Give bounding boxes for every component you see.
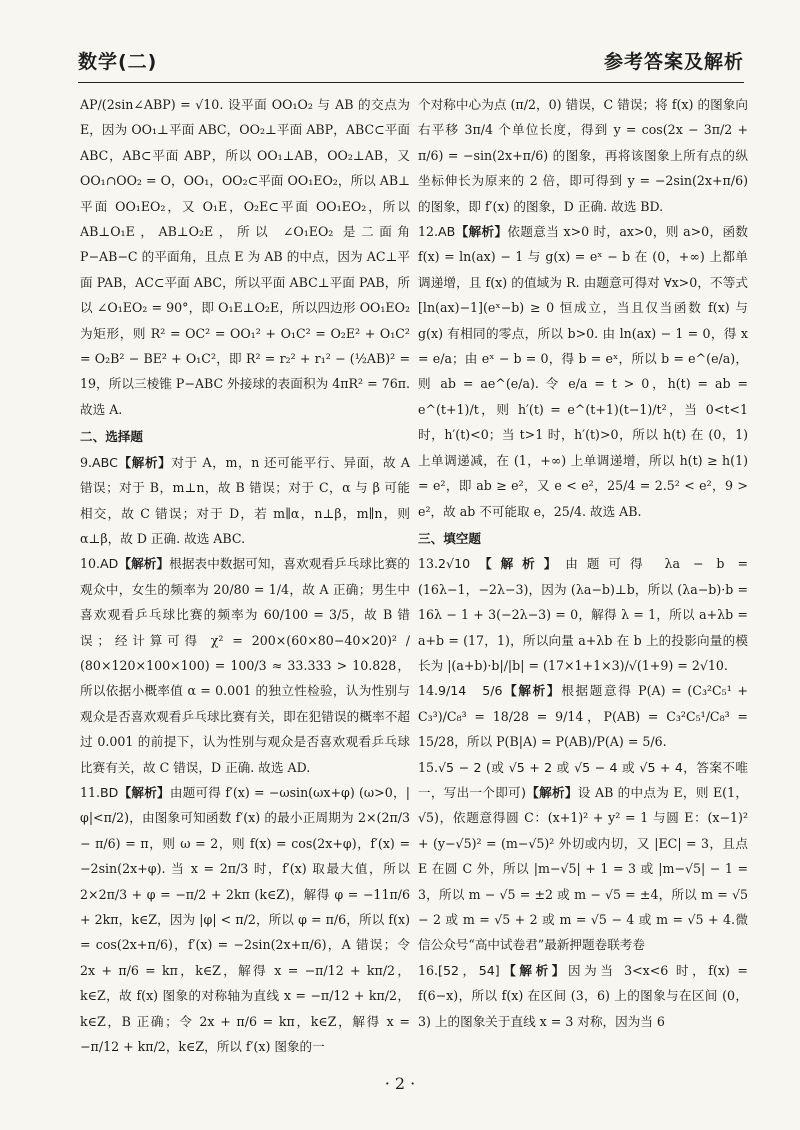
item-explanation: 根据表中数据可知，喜欢观看乒乓球比赛的观众中，女生的频率为 20/80 = 1/4，故 A 正确；男生中喜欢观看乒乓球比赛的频率为 60/100 = 3/5，故 B 错误；经计算可得 χ² = 200×(60×80−40×20)² / (80×120×100×100) = 100/3 ≈ 33.333 > 10.828，所以依据小概率值 α = 0.001 的独立性检验，认为性别与观众是否喜欢观看乒乓球比赛有关，即在犯错误的概率不超过 0.001 的前提下，认为性别与观众是否喜欢观看乒乓球比赛有关，故 C 错误，D 正确. 故选 AD. — [80, 556, 411, 775]
item-number: 9. — [80, 454, 93, 470]
item-number: 11. — [80, 784, 101, 800]
section-title-fill-in: 三、填空题 — [418, 530, 481, 546]
item-number: 12. — [418, 224, 439, 240]
item-explanation: 对于 A，m，n 还可能平行、异面，故 A 错误；对于 B，m⊥n，故 B 错误；对于 C，α 与 β 可能相交，故 C 错误；对于 D，若 m∥α，n⊥β，m∥n，则 α⊥β，故 D 正确. 故选 ABC. — [80, 454, 410, 546]
item-answer: 9/14 5/6 — [438, 683, 503, 699]
solution-item-15 — [418, 755, 748, 958]
solution-8-continuation: AP/(2sin∠ABP) = √10. 设平面 OO₁O₂ 与 AB 的交点为 E，因为 OO₁⊥平面 ABC，OO₂⊥平面 ABP，ABC⊂平面 ABC，AB⊂平面 ABP，所以 OO₁⊥AB，OO₂⊥AB，又 OO₁∩OO₂ = O，OO₁，OO₂⊂平面 OO₁EO₂，所以 AB⊥平面 OO₁EO₂，又 O₁E，O₂E⊂平面 OO₁EO₂，所以 AB⊥O₁E，AB⊥O₂E，所以 ∠O₁EO₂ 是二面角 P−AB−C 的平面角，且点 E 为 AB 的中点，因为 AC⊥平面 PAB，AC⊂平面 ABC，所以平面 ABC⊥平面 PAB，所以 ∠O₁EO₂ = 90°，即 O₁E⊥O₂E，所以四边形 OO₁EO₂ 为矩形，则 R² = OC² = OO₁² + O₁C² = O₂E² + O₁C² = O₂B² − BE² + O₁C²，即 R² = r₂² + r₁² − (½AB)² = 19，所以三棱锥 P−ABC 外接球的表面积为 4πR² = 76π. 故选 A. — [80, 97, 410, 417]
item-answer: [52，54] — [438, 962, 500, 978]
item-answer: BD — [100, 784, 119, 800]
item-number: 16. — [418, 962, 439, 978]
solution-item-14 — [418, 678, 748, 754]
item-answer: AB — [438, 224, 456, 240]
item-explanation: 由题可得 λa − b = (16λ−1，−2λ−3)，因为 (λa−b)⊥b，所以 (λa−b)·b = 16λ − 1 + 3(−2λ−3) = 0，解得 λ = 1，所以 a+λb = a+b = (17，1)，所以向量 a+λb 在 b 上的投影向量的模长为 |(a+b)·b|/|b| = (17×1+1×3)/√(1+9) = 2√10. — [418, 556, 749, 673]
left-column — [80, 92, 410, 1059]
analysis-tag: 【解析】 — [470, 556, 566, 572]
solution-item-9 — [80, 450, 410, 552]
analysis-tag: 【解析】 — [117, 454, 172, 470]
item-answer: ABC — [92, 454, 118, 470]
solution-item-10 — [80, 551, 410, 780]
solution-11-continuation: 个对称中心为点 (π/2，0) 错误，C 错误；将 f(x) 的图象向右平移 3π/4 个单位长度，得到 y = cos(2x − 3π/2 + π/6) = −sin(2x+π/6) 的图象，再将该图象上所有点的纵坐标伸长为原来的 2 倍，即可得到 y = −2sin(2x+π/6) 的图象，即 f′(x) 的图象，D 正确. 故选 BD. — [418, 97, 748, 214]
item-number: 13. — [418, 556, 439, 572]
page-header — [78, 46, 744, 83]
item-explanation: 依题意当 x>0 时，ax>0，则 a>0，函数 f(x) = ln(ax) − 1 与 g(x) = eˣ − b 在 (0，+∞) 上都单调递增，且 f(x) 的值域为 R. 由题意可得对 ∀x>0，不等式 [ln(ax)−1](eˣ−b) ≥ 0 恒成立，当且仅当函数 f(x) 与 g(x) 有相同的零点，所以 b>0. 由 ln(ax) − 1 = 0，得 x = e/a；由 eˣ − b = 0，得 b = eˣ，所以 b = e^(e/a)，则 ab = ae^(e/a). 令 e/a = t > 0，h(t) = ab = e^(t+1)/t，则 h′(t) = e^(t+1)(t−1)/t²，当 0<t<1 时，h′(t)<0；当 t>1 时，h′(t)>0，所以 h(t) 在 (0，1) 上单调递减，在 (1，+∞) 上单调递增，所以 h(t) ≥ h(1) = e²，即 ab ≥ e²，又 e < e²，25/4 = 2.5² < e²，9 > e²，故 ab 不可能取 e，25/4. 故选 AB. — [418, 224, 748, 519]
item-explanation: 因为当 3<x<6 时，f(x) = f(6−x)，所以 f(x) 在区间 (3，6) 上的图象与在区间 (0，3) 上的图象关于直线 x = 3 对称，因为当 6 — [418, 962, 748, 1029]
item-explanation: 由题可得 f′(x) = −ωsin(ωx+φ) (ω>0，|φ|<π/2)，由图象可知函数 f′(x) 的最小正周期为 2×(2π/3 − π/6) = π，则 ω = 2，则 f(x) = cos(2x+φ)，f′(x) = −2sin(2x+φ). 当 x = 2π/3 时，f′(x) 取最大值，所以 2×2π/3 + φ = −π/2 + 2kπ (k∈Z)，解得 φ = −11π/6 + 2kπ，k∈Z，因为 |φ| < π/2，所以 φ = π/6，所以 f(x) = cos(2x+π/6)，f′(x) = −2sin(2x+π/6)，A 错误；令 2x + π/6 = kπ，k∈Z，解得 x = −π/12 + kπ/2，k∈Z，故 f(x) 图象的对称轴为直线 x = −π/12 + kπ/2，k∈Z，B 正确；令 2x + π/6 = kπ，k∈Z，解得 x = −π/12 + kπ/2，k∈Z，所以 f′(x) 图象的一 — [80, 784, 410, 1055]
solution-item-13 — [418, 551, 748, 678]
item-answer: AD — [100, 556, 119, 572]
analysis-tag: 【解析】 — [118, 556, 170, 572]
subject-title: 数学(二) — [78, 51, 158, 73]
analysis-tag: 【解析】 — [118, 784, 170, 800]
item-explanation: 设 AB 的中点为 E，则 E(1，√5)，依题意得圆 C：(x+1)² + y² = 1 与圆 E：(x−1)² + (y−√5)² = (m−√5)² 外切或内切，又 |EC| = 3，且点 E 在圆 C 外，所以 |m−√5| + 1 = 3 或 |m−√5| − 1 = 3，所以 m − √5 = ±2 或 m − √5 = ±4，所以 m = √5 − 2 或 m = √5 + 2 或 m = √5 − 4 或 m = √5 + 4. — [418, 784, 748, 927]
page-number: · 2 · — [384, 1074, 416, 1093]
item-number: 15. — [418, 759, 439, 775]
solution-item-12 — [418, 219, 748, 524]
analysis-tag: 【解析】 — [525, 784, 578, 800]
section-title-multiple-choice: 二、选择题 — [80, 429, 143, 445]
solution-item-16 — [418, 958, 748, 1034]
right-column — [418, 92, 748, 1034]
item-answer: 2√10 — [438, 556, 471, 572]
item-explanation: 根据题意得 P(A) = (C₃²C₅¹ + C₃³)/C₈³ = 18/28 = 9/14，P(AB) = C₃²C₅¹/C₈³ = 15/28，所以 P(B|A) = P(AB)/P(A) = 5/6. — [418, 683, 748, 750]
solution-item-11 — [80, 780, 410, 1059]
item-number: 10. — [80, 556, 101, 572]
item-number: 14. — [418, 683, 439, 699]
answer-title: 参考答案及解析 — [603, 51, 744, 73]
analysis-tag: 【解析】 — [502, 683, 562, 699]
analysis-tag: 【解析】 — [455, 224, 508, 240]
watermark-text: 微信公众号“高中试卷君”最新押题卷联考卷 — [418, 912, 748, 953]
item-answer: √5 − 2 (或 √5 + 2 或 √5 − 4 或 √5 + 4，答案不唯一，写出一个即可) — [418, 759, 748, 800]
analysis-tag: 【解析】 — [499, 962, 568, 978]
